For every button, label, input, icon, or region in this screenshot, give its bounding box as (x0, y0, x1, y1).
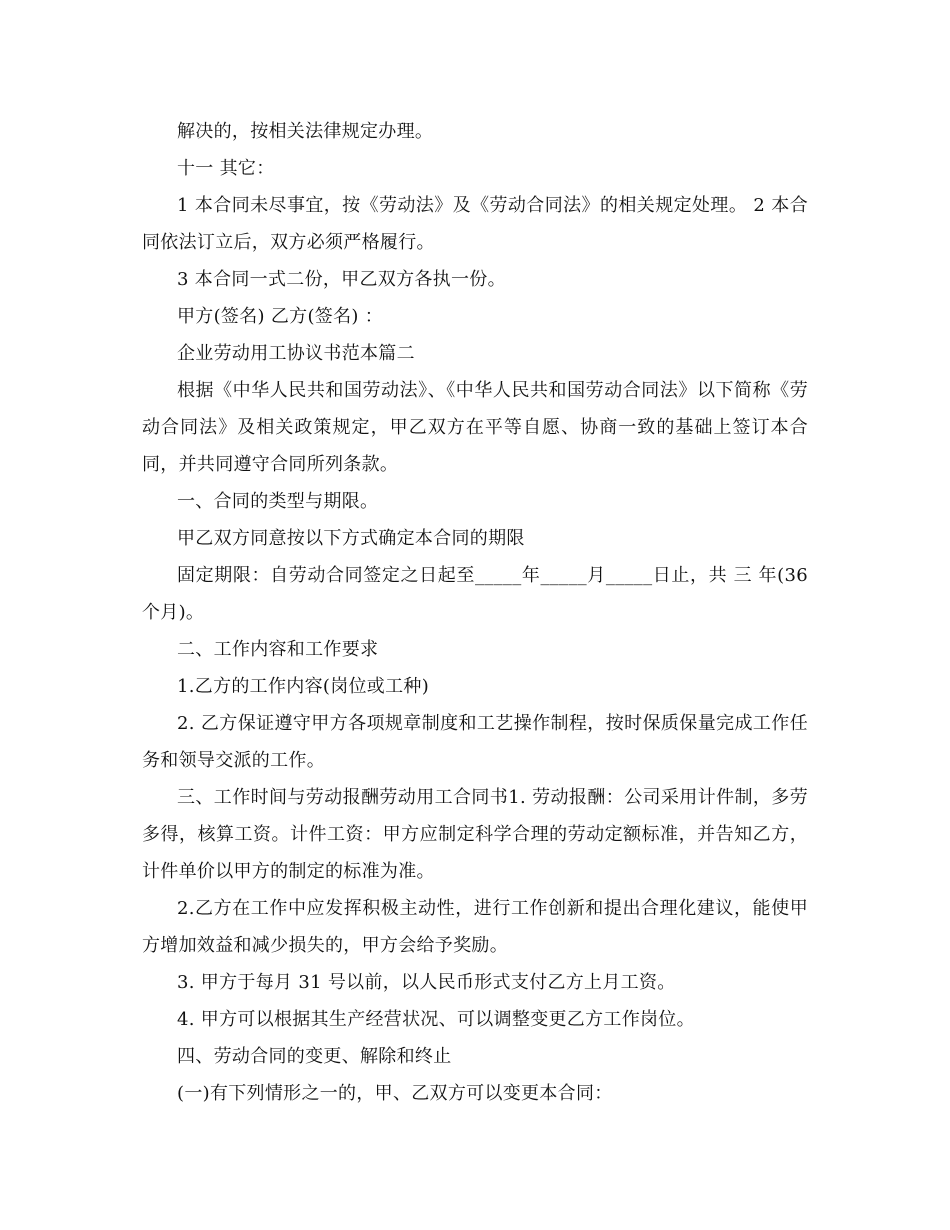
paragraph: 2. 乙方保证遵守甲方各项规章制度和工艺操作制程，按时保质保量完成工作任务和领导交派的工作。 (142, 713, 808, 771)
section-heading: 四、劳动合同的变更、解除和终止 (177, 1046, 452, 1067)
paragraph: 三、工作时间与劳动报酬劳动用工合同书1. 劳动报酬：公司采用计件制，多劳多得，核算工资。计件工资：甲方应制定科学合理的劳动定额标准，并告知乙方，计件单价以甲方的制定的标准为准。 (142, 787, 808, 882)
paragraph: 2.乙方在工作中应发挥积极主动性，进行工作创新和提出合理化建议，能使甲方增加效益和减少损失的，甲方会给予奖励。 (142, 898, 808, 956)
paragraph: 根据《中华人民共和国劳动法》、《中华人民共和国劳动合同法》以下简称《劳动合同法》及相关政策规定，甲乙双方在平等自愿、协商一致的基础上签订本合同，并共同遵守合同所列条款。 (142, 380, 808, 475)
paragraph: (一)有下列情形之一的，甲、乙双方可以变更本合同： (177, 1083, 613, 1104)
document-body (142, 113, 808, 1112)
paragraph: 甲乙双方同意按以下方式确定本合同的期限 (177, 528, 525, 549)
paragraph: 1.乙方的工作内容(岗位或工种) (177, 676, 430, 697)
paragraph: 4. 甲方可以根据其生产经营状况、可以调整变更乙方工作岗位。 (177, 1009, 695, 1030)
signature-line: 甲方(签名) 乙方(签名) ： (177, 306, 384, 327)
paragraph: 1 本合同未尽事宜，按《劳动法》及《劳动合同法》的相关规定处理。 2 本合同依法订立后，双方必须严格履行。 (142, 195, 808, 253)
paragraph: 固定期限：自劳动合同签定之日起至_____年_____月_____日止，共 三 年(36个月)。 (142, 565, 808, 623)
section-heading: 一、合同的类型与期限。 (177, 491, 379, 512)
paragraph: 3. 甲方于每月 31 号以前，以人民币形式支付乙方上月工资。 (177, 972, 676, 993)
section-heading: 十一 其它： (177, 158, 275, 179)
section-heading: 二、工作内容和工作要求 (177, 639, 379, 660)
document-title: 企业劳动用工协议书范本篇二 (177, 343, 415, 364)
paragraph: 3 本合同一式二份，甲乙双方各执一份。 (177, 269, 506, 290)
paragraph: 解决的，按相关法律规定办理。 (177, 121, 434, 142)
